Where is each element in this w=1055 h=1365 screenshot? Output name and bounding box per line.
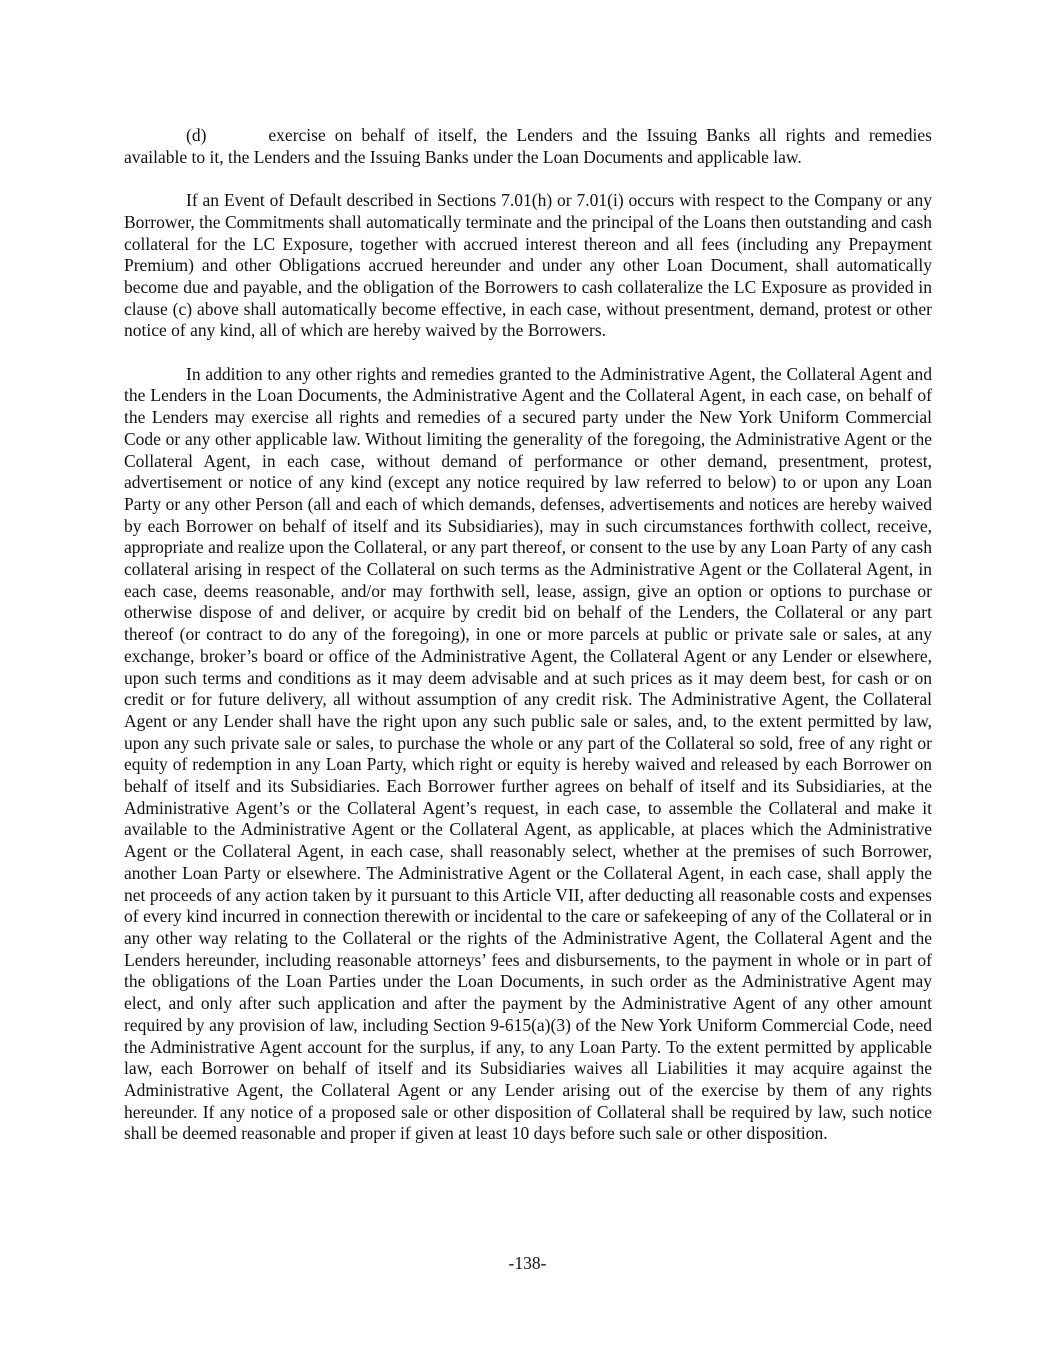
page-number: -138- bbox=[508, 1253, 547, 1273]
body-text bbox=[124, 125, 932, 1145]
paragraph-event-of-default: If an Event of Default described in Sections 7.01(h) or 7.01(i) occurs with respect to the Company or any Borrower, the Commitments shall automatically terminate and the principal of the Loans then outstanding and cash collateral for the LC Exposure, together with accrued interest thereon and all fees (including any Prepayment Premium) and other Obligations accrued hereunder and under any other Loan Document, shall automatically become due and payable, and the obligation of the Borrowers to cash collateralize the LC Exposure as provided in clause (c) above shall automatically become effective, in each case, without presentment, demand, protest or other notice of any kind, all of which are hereby waived by the Borrowers. bbox=[124, 190, 932, 341]
paragraph-rights-and-remedies: In addition to any other rights and remedies granted to the Administrative Agent, the Collateral Agent and the Lenders in the Loan Documents, the Administrative Agent and the Collateral Agent, in each case, on behalf of the Lenders may exercise all rights and remedies of a secured party under the New York Uniform Commercial Code or any other applicable law. Without limiting the generality of the foregoing, the Administrative Agent or the Collateral Agent, in each case, without demand of performance or other demand, presentment, protest, advertisement or notice of any kind (except any notice required by law referred to below) to or upon any Loan Party or any other Person (all and each of which demands, defenses, advertisements and notices are hereby waived by each Borrower on behalf of itself and its Subsidiaries), may in such circumstances forthwith collect, receive, appropriate and realize upon the Collateral, or any part thereof, or consent to the use by any Loan Party of any cash collateral arising in respect of the Collateral on such terms as the Administrative Agent or the Collateral Agent, in each case, deems reasonable, and/or may forthwith sell, lease, assign, give an option or options to purchase or otherwise dispose of and deliver, or acquire by credit bid on behalf of the Lenders, the Collateral or any part thereof (or contract to do any of the foregoing), in one or more parcels at public or private sale or sales, at any exchange, broker’s board or office of the Administrative Agent, the Collateral Agent or any Lender or elsewhere, upon such terms and conditions as it may deem advisable and at such prices as it may deem best, for cash or on credit or for future delivery, all without assumption of any credit risk. The Administrative Agent, the Collateral Agent or any Lender shall have the right upon any such public sale or sales, and, to the extent permitted by law, upon any such private sale or sales, to purchase the whole or any part of the Collateral so sold, free of any right or equity of redemption in any Loan Party, which right or equity is hereby waived and released by each Borrower on behalf of itself and its Subsidiaries. Each Borrower further agrees on behalf of itself and its Subsidiaries, at the Administrative Agent’s or the Collateral Agent’s request, in each case, to assemble the Collateral and make it available to the Administrative Agent or the Collateral Agent, as applicable, at places which the Administrative Agent or the Collateral Agent, in each case, shall reasonably select, whether at the premises of such Borrower, another Loan Party or elsewhere. The Administrative Agent or the Collateral Agent, in each case, shall apply the net proceeds of any action taken by it pursuant to this Article VII, after deducting all reasonable costs and expenses of every kind incurred in connection therewith or incidental to the care or safekeeping of any of the Collateral or in any other way relating to the Collateral or the rights of the Administrative Agent, the Collateral Agent and the Lenders hereunder, including reasonable attorneys’ fees and disbursements, to the payment in whole or in part of the obligations of the Loan Parties under the Loan Documents, in such order as the Administrative Agent may elect, and only after such application and after the payment by the Administrative Agent of any other amount required by any provision of law, including Section 9-615(a)(3) of the New York Uniform Commercial Code, need the Administrative Agent account for the surplus, if any, to any Loan Party. To the extent permitted by applicable law, each Borrower on behalf of itself and its Subsidiaries waives all Liabilities it may acquire against the Administrative Agent, the Collateral Agent or any Lender arising out of the exercise by them of any rights hereunder. If any notice of a proposed sale or other disposition of Collateral shall be required by law, such notice shall be deemed reasonable and proper if given at least 10 days before such sale or other disposition. bbox=[124, 363, 932, 1144]
paragraph-clause-d bbox=[124, 125, 932, 168]
clause-text: exercise on behalf of itself, the Lenders and the Issuing Banks all rights and remedies available to it, the Lenders and the Issuing Banks under the Loan Documents and applicable law. bbox=[124, 125, 932, 167]
clause-label: (d) bbox=[186, 125, 207, 145]
